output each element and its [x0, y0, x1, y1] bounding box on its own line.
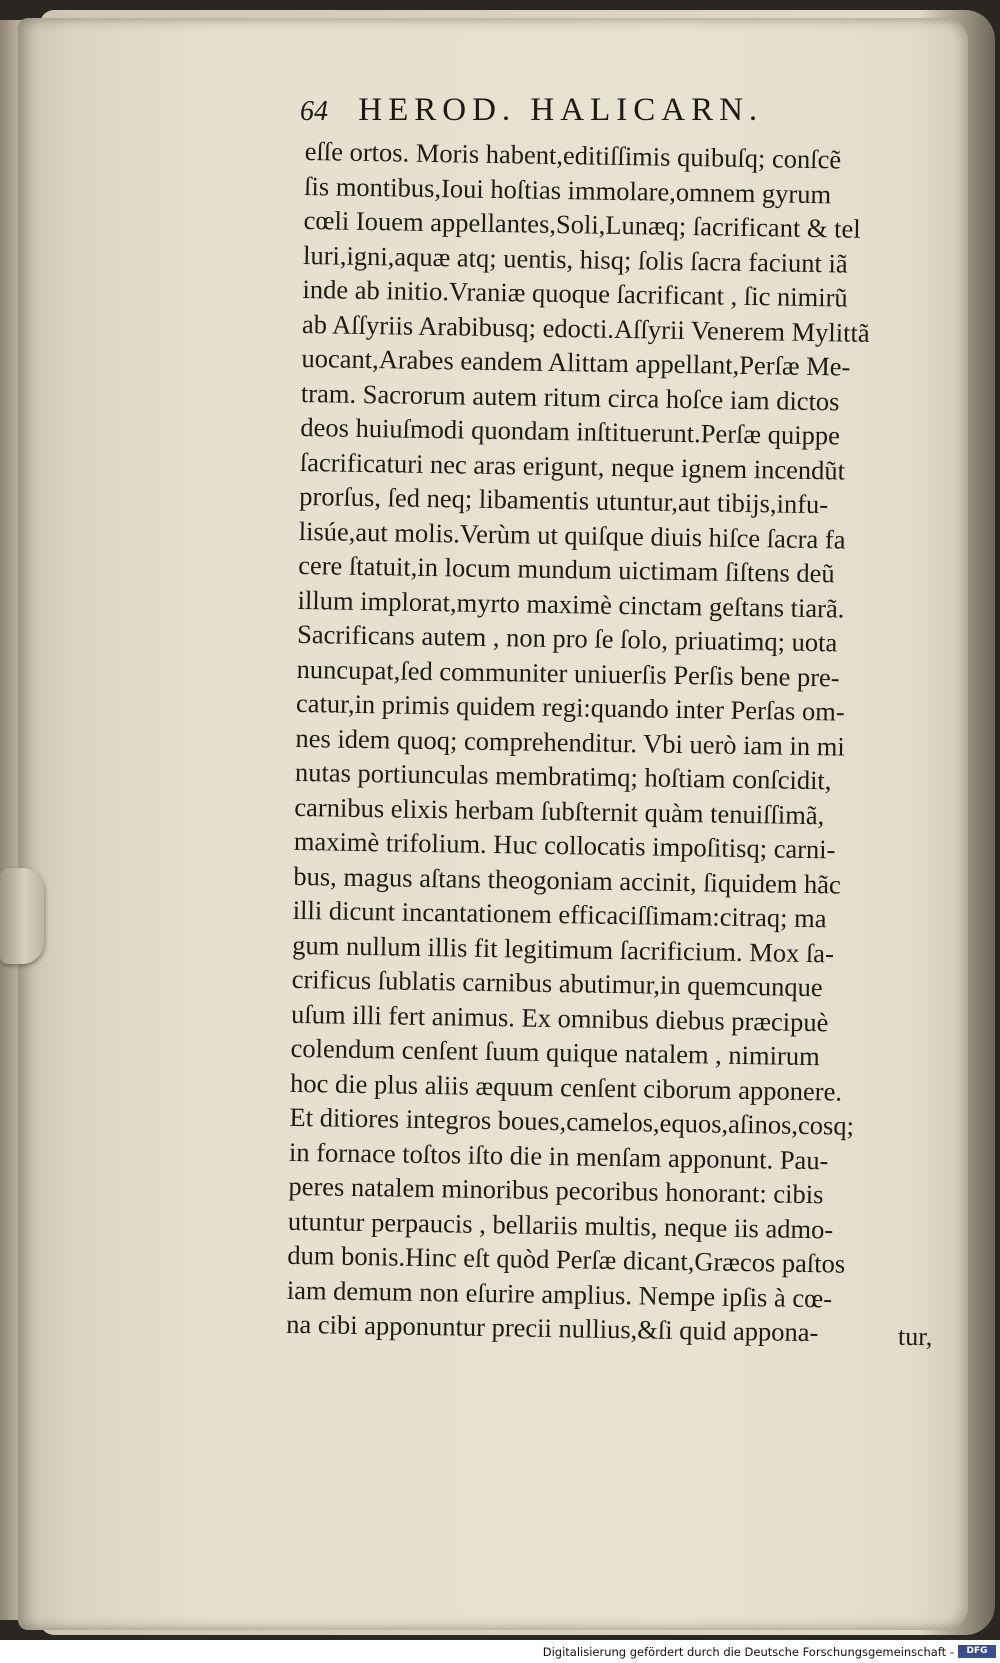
text-line: tram. Sacrorum autem ritum circa hoſce iam dictos [300, 377, 840, 416]
text-line: Sacrificans autem , non pro ſe ſolo, priuatimq; uota [296, 618, 838, 658]
text-line: cœli Iouem appellantes,Soli,Lunæq; ſacrificant & tel [303, 204, 861, 244]
text-line: iam demum non eſurire amplius. Nempe ipſis à cœ- [286, 1274, 833, 1313]
text-line: illi dicunt incantationem efficaciſſimam:citraq; ma [292, 894, 827, 934]
page-title: HEROD. HALICARN. [358, 92, 764, 128]
text-line: na cibi apponuntur precii nullius,&ſi quid appona- [286, 1308, 819, 1348]
text-line: uocant,Arabes eandem Alittam appellant,Perſæ Me- [301, 342, 851, 382]
body-text [286, 134, 935, 1351]
running-head [300, 92, 900, 132]
text-line: nuncupat,ſed communiter uniuerſis Perſis bene pre- [296, 653, 840, 692]
text-line: hoc die plus aliis æquum cenſent ciborum apponere. [289, 1067, 843, 1107]
text-line: utuntur perpaucis , bellariis multis, neque iis admo- [287, 1205, 834, 1244]
text-line: dum bonis.Hinc eſt quòd Perſæ dicant,Græcos paſtos [287, 1239, 846, 1279]
text-line: crificus ſublatis carnibus abutimur,in quemcunque [291, 963, 823, 1003]
dfg-logo: DFG [958, 1645, 996, 1658]
text-line: prorſus, ſed neq; libamentis utuntur,aut tibijs,infu- [299, 480, 829, 520]
text-line: cere ſtatuit,in locum mundum uictimam ſiſtens deũ [297, 549, 835, 589]
text-line: in fornace toſtos iſto die in menſam apponunt. Pau- [288, 1136, 829, 1175]
catchword: tur, [897, 1321, 933, 1352]
text-line: bus, magus aſtans theogoniam accinit, ſiquidem hãc [293, 860, 842, 900]
page-number: 64 [300, 96, 328, 127]
text-line: catur,in primis quidem regi:quando inter Perſas om- [295, 687, 845, 727]
text-line: carnibus elixis herbam ſubſternit quàm tenuiſſimã, [294, 791, 825, 830]
text-line: illum implorat,myrto maximè cinctam geſtans tiarã. [297, 584, 845, 624]
text-line: inde ab initio.Vraniæ quoque ſacrificant , ſic nimirũ [302, 273, 848, 313]
text-line: luri,igni,aquæ atq; uentis, hisq; ſolis ſacra faciunt iã [302, 239, 848, 279]
text-line: uſum illi fert animus. Ex omnibus diebus præcipuè [290, 998, 829, 1037]
text-line: gum nullum illis fit legitimum ſacrificium. Mox ſa- [292, 929, 835, 968]
text-line: ſacrificaturi nec aras erigunt, neque ignem incendũt [299, 446, 846, 486]
text-line: lisúe,aut molis.Verùm ut quiſque diuis hiſce ſacra fa [298, 515, 846, 555]
text-line: deos huiuſmodi quondam inſtituerunt.Perſæ quippe [300, 411, 841, 451]
text-line: ab Aſſyriis Arabibusq; edocti.Aſſyrii Venerem Mylittã [301, 308, 870, 348]
text-line: eſſe ortos. Moris habent,editiſſimis quibuſq; conſcẽ [304, 135, 842, 175]
funding-credit: Digitalisierung gefördert durch die Deutsche Forschungsgemeinschaft - [542, 1645, 954, 1659]
text-line: nutas portiunculas membratimq; hoſtiam conſcidit, [294, 756, 832, 796]
text-line: ſis montibus,Ioui hoſtias immolare,omnem gyrum [303, 170, 832, 209]
text-line: peres natalem minoribus pecoribus honorant: cibis [288, 1170, 824, 1210]
text-line: Et ditiores integros boues,camelos,equos,aſinos,cosq; [289, 1101, 855, 1141]
book-clasp [0, 868, 44, 964]
text-line: colendum cenſent ſuum quique natalem , nimirum [290, 1032, 820, 1072]
text-line: nes idem quoq; comprehenditur. Vbi uerò iam in mi [295, 722, 845, 762]
text-line: maximè trifolium. Huc collocatis impoſitisq; carni- [293, 825, 836, 865]
